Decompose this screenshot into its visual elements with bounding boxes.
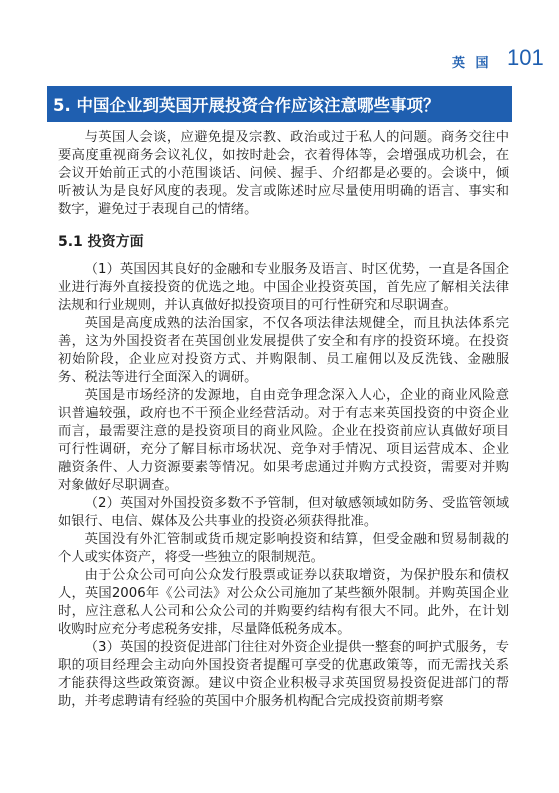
page-content bbox=[58, 129, 509, 711]
section-heading: 5.1 投资方面 bbox=[58, 234, 144, 250]
paragraph: 英国是市场经济的发源地，自由竞争理念深入人心，企业的商业风险意识普遍较强，政府也不干预企业经营活动。对于有志来英国投资的中资企业而言，最需要注意的是投资项目的商业风险。企业在投资前应认真做好项目可行性调研，充分了解目标市场状况、竞争对手情况、项目运营成本、企业融资条件、人力资源要素等情况。如果考虑通过并购方式投资，需要对并购对象做好尽职调查。 bbox=[58, 388, 509, 493]
page-number: 101 bbox=[507, 45, 544, 70]
paragraph: 由于公众公司可向公众发行股票或证券以获取增资，为保护股东和债权人，英国2006年《公司法》对公众公司施加了某些额外限制。并购英国企业时，应注意私人公司和公众公司的并购要约结构有很大不同。此外，在计划收购时应充分考虑税务安排，尽量降低税务成本。 bbox=[58, 568, 509, 637]
paragraph: （3）英国的投资促进部门往往对外资企业提供一整套的呵护式服务，专职的项目经理会主动向外国投资者提醒可享受的优惠政策等，而无需找关系才能获得这些政策资源。建议中资企业积极寻求英国贸易投资促进部门的帮助，并考虑聘请有经验的英国中介服务机构配合完成投资前期考察 bbox=[58, 640, 509, 709]
paragraph: （2）英国对外国投资多数不予管制，但对敏感领域如防务、受监管领域如银行、电信、媒体及公共事业的投资必须获得批准。 bbox=[58, 496, 509, 529]
page-title: 5. 中国企业到英国开展投资合作应该注意哪些事项？ bbox=[53, 96, 440, 115]
intro-paragraph: 与英国人会谈，应避免提及宗教、政治或过于私人的问题。商务交往中要高度重视商务会议礼仪，如按时赴会，衣着得体等，会增强成功机会，在会议开始前正式的小范围谈话、问候、握手、介绍都是必要的。会谈中，倾听被认为是良好风度的表现。发言或陈述时应尽量使用明确的语言、事实和数字，避免过于表现自己的情绪。 bbox=[58, 130, 509, 217]
title-bar bbox=[47, 86, 512, 122]
running-header-country: 英 国 bbox=[452, 56, 492, 71]
section-investment bbox=[58, 231, 509, 711]
paragraph: 英国没有外汇管制或货币规定影响投资和结算，但受金融和贸易制裁的个人或实体资产，将受一些独立的限制规范。 bbox=[58, 532, 509, 565]
paragraph: （1）英国因其良好的金融和专业服务及语言、时区优势，一直是各国企业进行海外直接投资的优选之地。中国企业投资英国，首先应了解相关法律法规和行业规则，并认真做好拟投资项目的可行性研究和尽职调查。 bbox=[58, 262, 509, 313]
paragraph: 英国是高度成熟的法治国家，不仅各项法律法规健全，而且执法体系完善，这为外国投资者在英国创业发展提供了安全和有序的投资环境。在投资初始阶段，企业应对投资方式、并购限制、员工雇佣以及反洗钱、金融服务、税法等进行全面深入的调研。 bbox=[58, 316, 509, 385]
